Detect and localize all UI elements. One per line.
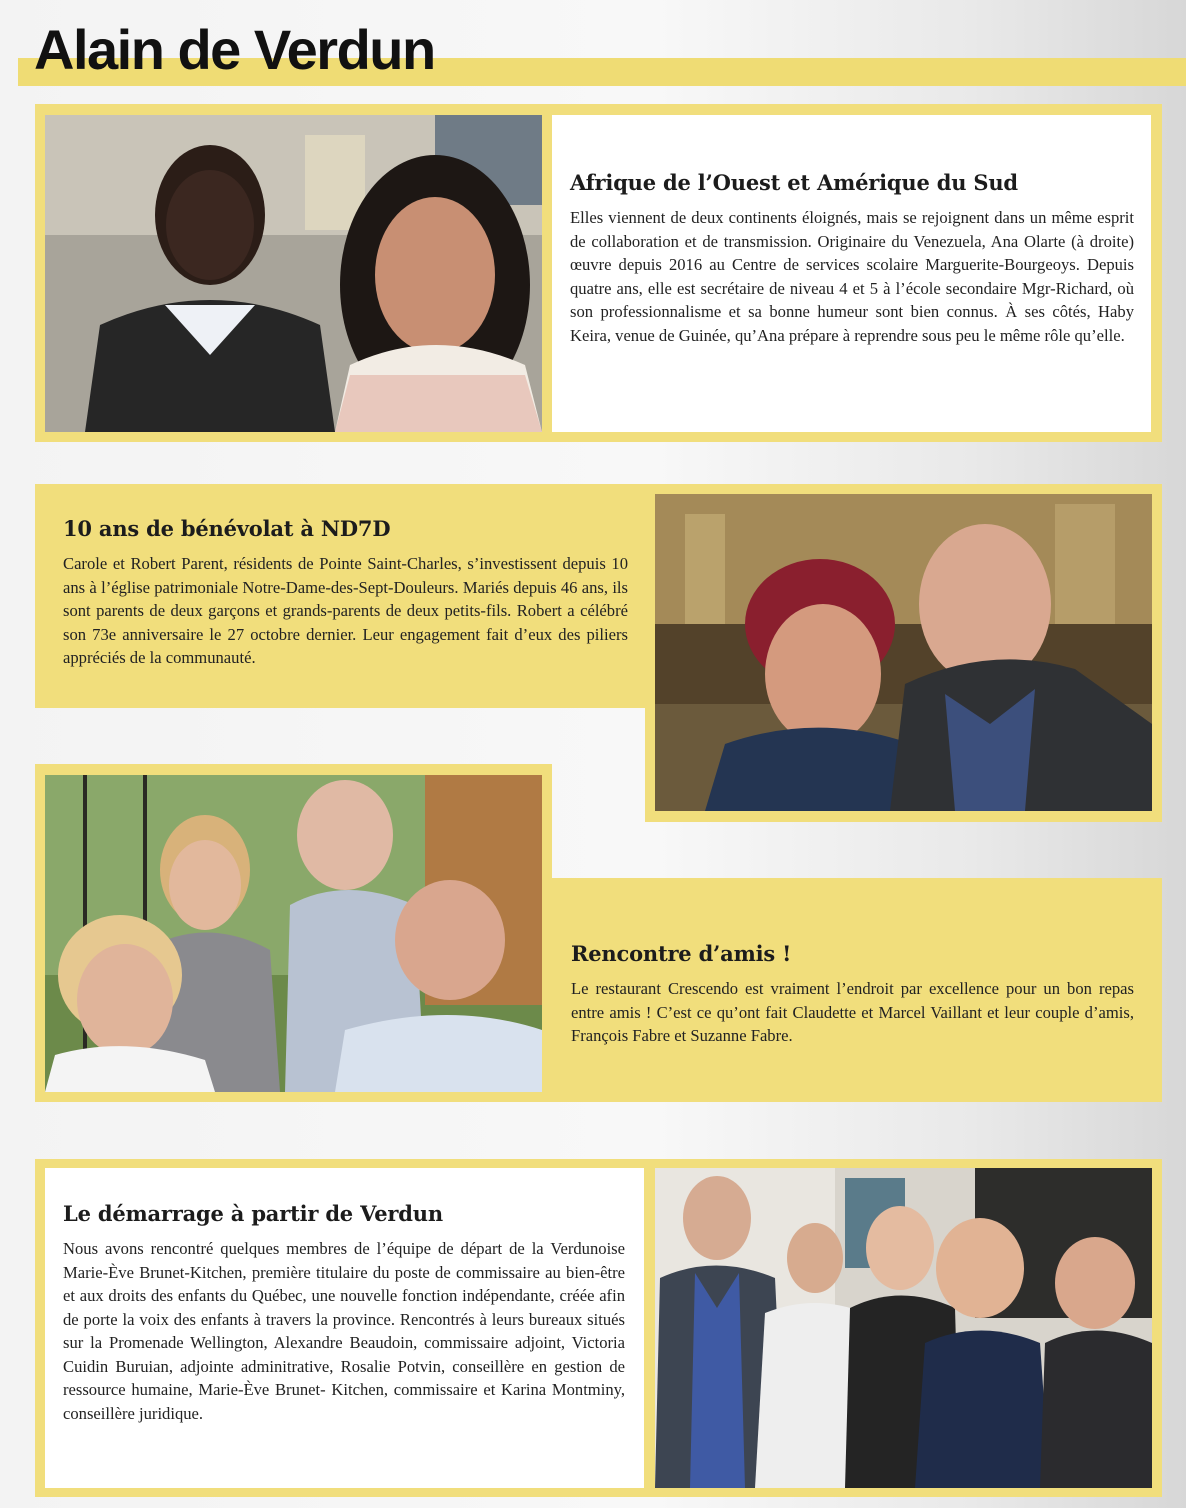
article-4-text [63, 1201, 625, 1425]
article-2-text [63, 516, 628, 670]
article-2-title: 10 ans de bénévolat à ND7D [63, 516, 391, 541]
article-4-body: Nous avons rencontré quelques membres de l’équipe de départ de la Verdunoise Marie-Ève Brunet-Kitchen, première titulaire du poste de commissaire au bien-être et aux droits des enfants du Québec, une nouvelle fonction indépendante, créée afin de porte la voix des enfants à travers la province. Rencontrés à leurs bureaux situés sur la Promenade Wellington, Alexandre Beaudoin, commissaire adjoint, Victoria Cuidin Buruian, adjointe adminitrative, Rosalie Potvin, conseillère en gestion de ressource humaine, Marie-Ève Brunet- Kitchen, commissaire et Karina Montminy, conseillère juridique. [63, 1239, 625, 1423]
article-3-body: Le restaurant Crescendo est vraiment l’endroit par excellence pour un bon repas entre amis ! C’est ce qu’ont fait Claudette et Marcel Vaillant et leur couple d’amis, François Fabre et Suzanne Fabre. [571, 979, 1134, 1045]
article-4-photo [655, 1168, 1152, 1488]
article-3-text [571, 941, 1134, 1048]
article-1-text [570, 170, 1134, 347]
article-4-title: Le démarrage à partir de Verdun [63, 1201, 443, 1226]
article-3-photo [45, 775, 542, 1092]
article-1-title: Afrique de l’Ouest et Amérique du Sud [570, 170, 1018, 195]
page-title: Alain de Verdun [34, 18, 435, 81]
article-1-photo [45, 115, 542, 432]
article-3-title: Rencontre d’amis ! [571, 941, 792, 966]
article-2-photo [655, 494, 1152, 811]
article-1-body: Elles viennent de deux continents éloignés, mais se rejoignent dans un même esprit de collaboration et de transmission. Originaire du Venezuela, Ana Olarte (à droite) œuvre depuis 2016 au Centre de services scolaire Marguerite-Bourgeoys. Depuis quatre ans, elle est secrétaire de niveau 4 et 5 à l’école secondaire Mgr-Richard, où son professionnalisme et sa bonne humeur sont bien connus. À ses côtés, Haby Keira, venue de Guinée, qu’Ana prépare à reprendre sous peu le même rôle qu’elle. [570, 208, 1134, 345]
article-2-body: Carole et Robert Parent, résidents de Pointe Saint-Charles, s’investissent depuis 10 ans à l’église patrimoniale Notre-Dame-des-Sept-Douleurs. Mariés depuis 46 ans, ils sont parents de deux garçons et grands-parents de deux petits-fils. Robert a célébré son 73e anniversaire le 27 octobre dernier. Leur engagement fait d’eux des piliers appréciés de la communauté. [63, 554, 628, 667]
